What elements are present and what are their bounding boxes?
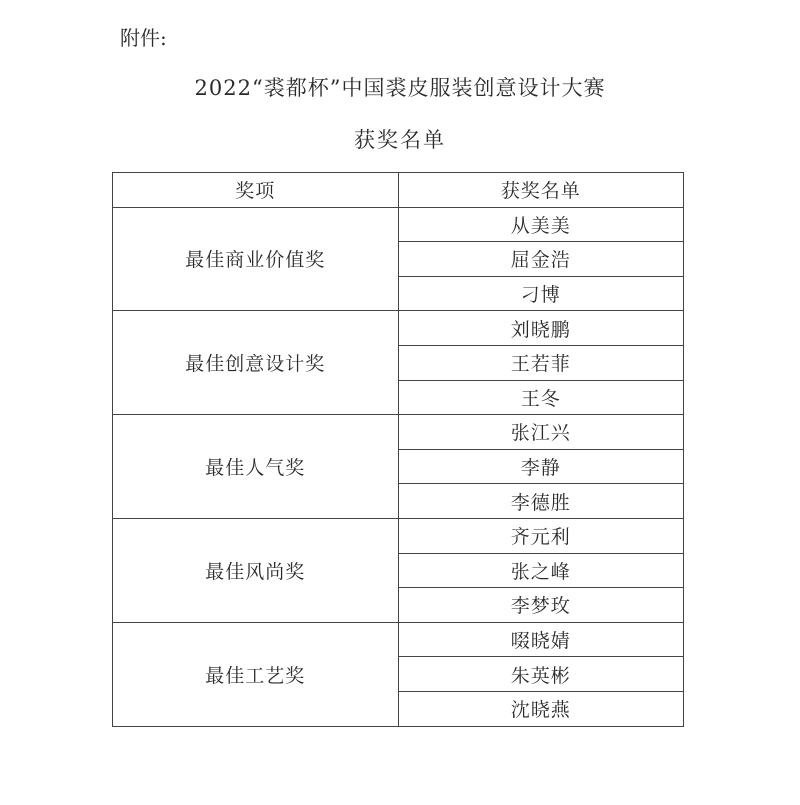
winner-name: 沈晓燕 bbox=[398, 691, 684, 726]
winner-name: 刁博 bbox=[398, 276, 684, 311]
winner-name: 李静 bbox=[398, 449, 684, 484]
winner-name: 从美美 bbox=[398, 207, 684, 242]
award-category: 最佳商业价值奖 bbox=[113, 207, 399, 311]
winner-name: 李德胜 bbox=[398, 484, 684, 519]
winner-name: 刘晓鹏 bbox=[398, 311, 684, 346]
winner-name: 李梦玫 bbox=[398, 588, 684, 623]
winner-name: 张之峰 bbox=[398, 553, 684, 588]
winner-name: 王冬 bbox=[398, 380, 684, 415]
page-subtitle: 获奖名单 bbox=[354, 128, 446, 152]
table-row bbox=[113, 518, 684, 553]
award-category: 最佳人气奖 bbox=[113, 415, 399, 519]
column-header-award: 奖项 bbox=[113, 173, 399, 208]
winner-name: 王若菲 bbox=[398, 345, 684, 380]
award-category: 最佳创意设计奖 bbox=[113, 311, 399, 415]
table-row bbox=[113, 207, 684, 242]
table-row bbox=[113, 415, 684, 450]
table-row bbox=[113, 622, 684, 657]
winner-name: 啜晓婧 bbox=[398, 622, 684, 657]
winner-name: 张江兴 bbox=[398, 415, 684, 450]
award-category: 最佳工艺奖 bbox=[113, 622, 399, 726]
column-header-winners: 获奖名单 bbox=[398, 173, 684, 208]
table-row bbox=[113, 311, 684, 346]
table-header-row bbox=[113, 173, 684, 208]
attachment-label: 附件: bbox=[120, 26, 167, 50]
awards-table bbox=[112, 172, 684, 727]
winner-name: 朱英彬 bbox=[398, 657, 684, 692]
award-category: 最佳风尚奖 bbox=[113, 518, 399, 622]
page-title: 2022“裘都杯”中国裘皮服装创意设计大赛 bbox=[194, 76, 606, 100]
winner-name: 屈金浩 bbox=[398, 242, 684, 277]
winner-name: 齐元利 bbox=[398, 518, 684, 553]
